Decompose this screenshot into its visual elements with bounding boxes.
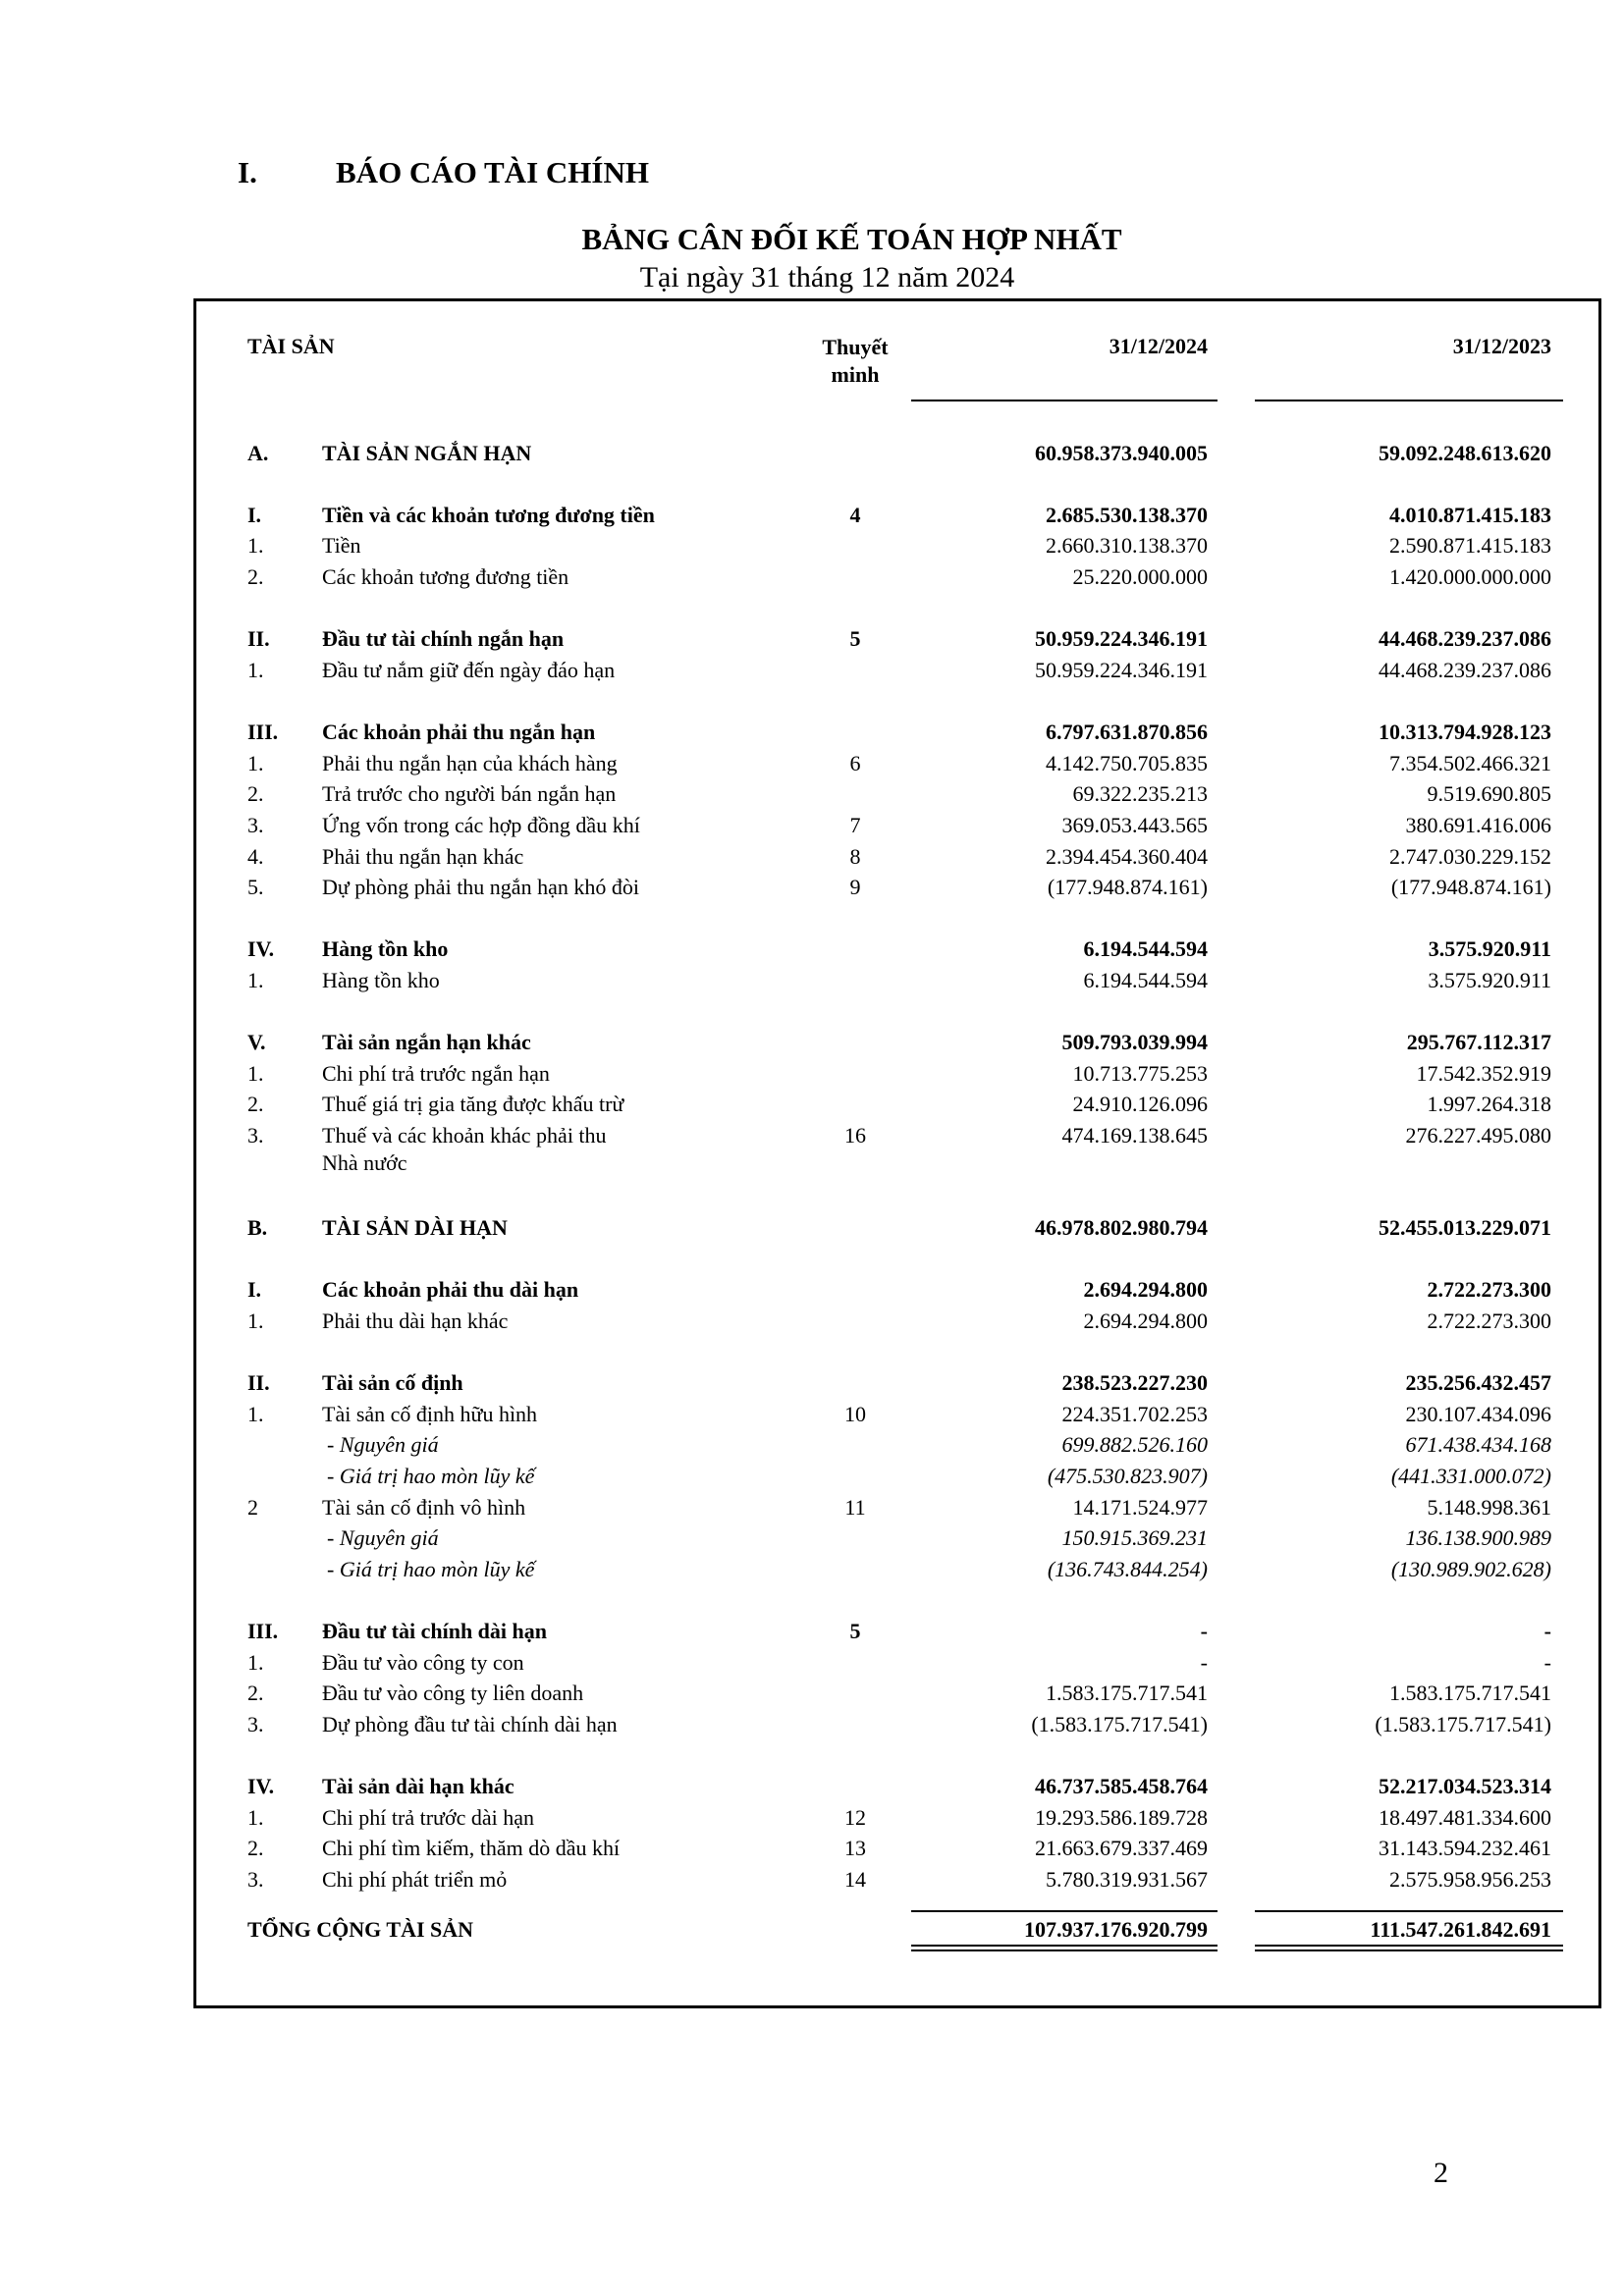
row-value-2024: 10.713.775.253 (1072, 1061, 1208, 1086)
table-row (0, 1772, 1624, 1801)
total-label: TỔNG CỘNG TÀI SẢN (247, 1917, 474, 1942)
table-row (0, 873, 1624, 902)
total-double-rule-2023-a (1255, 1945, 1563, 1947)
row-note: 5 (849, 1619, 861, 1643)
table-row (0, 718, 1624, 747)
table-row (0, 1710, 1624, 1739)
row-value-2024: 24.910.126.096 (1072, 1092, 1208, 1116)
table-row (0, 1307, 1624, 1336)
row-value-2024: 2.694.294.800 (1083, 1308, 1208, 1333)
table-row (0, 1617, 1624, 1646)
row-value-2023: 1.583.175.717.541 (1389, 1681, 1551, 1705)
row-value-2023: 18.497.481.334.600 (1379, 1805, 1551, 1830)
table-row (0, 1400, 1624, 1429)
section-number: I. (238, 155, 257, 189)
table-row (0, 1834, 1624, 1863)
row-value-2023: - (1543, 1619, 1551, 1643)
row-code: 2. (247, 1681, 264, 1705)
row-code: III. (247, 720, 279, 744)
row-value-2024: 19.293.586.189.728 (1035, 1805, 1208, 1830)
row-value-2024: 14.171.524.977 (1072, 1495, 1208, 1520)
row-value-2024: 238.523.227.230 (1061, 1370, 1208, 1395)
row-note: 9 (849, 875, 861, 899)
row-label: Đầu tư vào công ty con (322, 1650, 524, 1675)
row-label: - Nguyên giá (327, 1432, 439, 1457)
row-label-continued: Nhà nước (322, 1150, 407, 1175)
row-value-2023: 2.747.030.229.152 (1389, 844, 1551, 869)
page-number: 2 (1434, 2157, 1448, 2189)
row-value-2023: 295.767.112.317 (1406, 1030, 1551, 1054)
row-value-2024: 6.797.631.870.856 (1046, 720, 1208, 744)
row-value-2024: 21.663.679.337.469 (1035, 1836, 1208, 1860)
row-value-2024: 1.583.175.717.541 (1046, 1681, 1208, 1705)
header-underline-2023 (1255, 400, 1563, 401)
row-value-2023: 44.468.239.237.086 (1379, 626, 1551, 651)
row-label: Trả trước cho người bán ngắn hạn (322, 781, 617, 806)
row-code: I. (247, 1277, 262, 1302)
row-value-2024: 6.194.544.594 (1083, 968, 1208, 992)
document-title: BẢNG CÂN ĐỐI KẾ TOÁN HỢP NHẤT (581, 222, 1122, 256)
table-row (0, 1028, 1624, 1057)
row-label: Chi phí tìm kiếm, thăm dò dầu khí (322, 1836, 621, 1860)
row-code: 2. (247, 1092, 264, 1116)
row-value-2024: (1.583.175.717.541) (1031, 1712, 1208, 1736)
table-row (0, 1555, 1624, 1584)
section-title: BÁO CÁO TÀI CHÍNH (336, 155, 649, 189)
row-value-2023: 2.575.958.956.253 (1389, 1867, 1551, 1892)
row-value-2024: 50.959.224.346.191 (1035, 626, 1208, 651)
table-row (0, 1462, 1624, 1491)
row-code: 1. (247, 1402, 264, 1426)
row-value-2023: 276.227.495.080 (1405, 1123, 1551, 1148)
row-value-2024: 2.394.454.360.404 (1046, 844, 1208, 869)
row-value-2024: (475.530.823.907) (1047, 1464, 1208, 1488)
row-value-2024: 474.169.138.645 (1061, 1123, 1208, 1148)
row-code: IV. (247, 936, 275, 961)
row-label: Đầu tư tài chính ngắn hạn (322, 626, 565, 651)
row-value-2024: 25.220.000.000 (1072, 564, 1208, 589)
table-row (0, 1803, 1624, 1833)
row-label: Tài sản cố định hữu hình (322, 1402, 538, 1426)
table-row (0, 811, 1624, 840)
row-label: Các khoản phải thu dài hạn (322, 1277, 579, 1302)
row-label: Dự phòng phải thu ngắn hạn khó đòi (322, 875, 639, 899)
table-row (0, 1090, 1624, 1119)
row-value-2023: 4.010.871.415.183 (1389, 503, 1551, 527)
row-label: Các khoản phải thu ngắn hạn (322, 720, 596, 744)
row-label: Tài sản cố định vô hình (322, 1495, 526, 1520)
row-label: Chi phí trả trước dài hạn (322, 1805, 535, 1830)
total-double-rule-2024-a (911, 1945, 1218, 1947)
row-label: - Giá trị hao mòn lũy kế (327, 1464, 535, 1488)
row-code: 1. (247, 533, 264, 558)
row-note: 6 (849, 751, 861, 775)
row-code: 3. (247, 1123, 264, 1148)
header-note-line2: minh (831, 362, 880, 387)
row-label: Tiền và các khoản tương đương tiền (322, 503, 655, 527)
row-value-2023: 671.438.434.168 (1405, 1432, 1551, 1457)
table-row (0, 1121, 1624, 1175)
row-value-2023: 380.691.416.006 (1405, 813, 1551, 837)
row-label: Phải thu ngắn hạn khác (322, 844, 524, 869)
row-value-2023: 9.519.690.805 (1427, 781, 1551, 806)
row-value-2023: 44.468.239.237.086 (1379, 658, 1551, 682)
section-heading (238, 155, 649, 190)
row-value-2023: 5.148.998.361 (1427, 1495, 1551, 1520)
row-label: Phải thu dài hạn khác (322, 1308, 509, 1333)
table-row (0, 656, 1624, 685)
row-value-2023: (130.989.902.628) (1390, 1557, 1551, 1581)
row-value-2023: (1.583.175.717.541) (1375, 1712, 1551, 1736)
table-row (0, 501, 1624, 530)
total-value-2023: 111.547.261.842.691 (1370, 1917, 1551, 1942)
row-value-2024: 69.322.235.213 (1072, 781, 1208, 806)
row-code: II. (247, 626, 270, 651)
row-code: 1. (247, 1650, 264, 1675)
row-value-2023: 31.143.594.232.461 (1379, 1836, 1551, 1860)
row-code: 5. (247, 875, 264, 899)
table-row (0, 842, 1624, 872)
row-value-2023: 230.107.434.096 (1405, 1402, 1551, 1426)
row-value-2024: (136.743.844.254) (1047, 1557, 1208, 1581)
row-value-2023: 17.542.352.919 (1416, 1061, 1551, 1086)
table-row (0, 1648, 1624, 1678)
row-value-2024: - (1200, 1619, 1208, 1643)
row-value-2023: 1.420.000.000.000 (1389, 564, 1551, 589)
row-value-2023: (441.331.000.072) (1390, 1464, 1551, 1488)
row-value-2024: 509.793.039.994 (1061, 1030, 1208, 1054)
row-value-2024: 2.660.310.138.370 (1046, 533, 1208, 558)
row-code: 1. (247, 1308, 264, 1333)
row-note: 8 (849, 844, 861, 869)
header-col-2023: 31/12/2023 (1452, 334, 1551, 358)
total-value-2024: 107.937.176.920.799 (1024, 1917, 1208, 1942)
row-code: A. (247, 441, 269, 465)
row-label: - Giá trị hao mòn lũy kế (327, 1557, 535, 1581)
table-row (0, 1368, 1624, 1398)
row-value-2023: 235.256.432.457 (1405, 1370, 1551, 1395)
table-row (0, 1213, 1624, 1243)
row-value-2023: - (1543, 1650, 1551, 1675)
row-value-2023: 1.997.264.318 (1427, 1092, 1551, 1116)
row-label: Chi phí phát triển mỏ (322, 1867, 508, 1892)
row-note: 5 (849, 626, 861, 651)
row-value-2023: 7.354.502.466.321 (1389, 751, 1551, 775)
table-row (0, 624, 1624, 654)
row-code: 2. (247, 564, 264, 589)
row-label: Thuế và các khoản khác phải thu (322, 1123, 607, 1148)
table-row (0, 1865, 1624, 1895)
row-value-2024: 46.978.802.980.794 (1035, 1215, 1208, 1240)
row-code: 1. (247, 1805, 264, 1830)
row-value-2023: 3.575.920.911 (1428, 968, 1551, 992)
row-label: Dự phòng đầu tư tài chính dài hạn (322, 1712, 618, 1736)
table-row (0, 1275, 1624, 1305)
row-code: 3. (247, 813, 264, 837)
row-code: III. (247, 1619, 279, 1643)
row-value-2024: 150.915.369.231 (1061, 1525, 1208, 1550)
row-note: 12 (844, 1805, 866, 1830)
table-row (0, 1493, 1624, 1522)
row-value-2023: 136.138.900.989 (1405, 1525, 1551, 1550)
row-note: 10 (844, 1402, 866, 1426)
row-code: 1. (247, 751, 264, 775)
total-double-rule-2024-b (911, 1949, 1218, 1951)
table-row (0, 779, 1624, 809)
row-label: Đầu tư vào công ty liên doanh (322, 1681, 584, 1705)
row-label: - Nguyên giá (327, 1525, 439, 1550)
row-value-2024: 2.694.294.800 (1083, 1277, 1208, 1302)
row-note: 13 (844, 1836, 866, 1860)
row-code: 1. (247, 658, 264, 682)
table-row (0, 749, 1624, 778)
row-label: Đầu tư tài chính dài hạn (322, 1619, 547, 1643)
row-code: II. (247, 1370, 270, 1395)
row-label: Tài sản ngắn hạn khác (322, 1030, 531, 1054)
row-code: 2. (247, 781, 264, 806)
row-note: 14 (844, 1867, 866, 1892)
header-underline-2024 (911, 400, 1218, 401)
row-note: 7 (849, 813, 861, 837)
total-double-rule-2023-b (1255, 1949, 1563, 1951)
row-label: Hàng tồn kho (322, 968, 440, 992)
table-row (0, 562, 1624, 592)
row-value-2024: 4.142.750.705.835 (1046, 751, 1208, 775)
header-col-2024: 31/12/2024 (1109, 334, 1208, 358)
row-code: 2. (247, 1836, 264, 1860)
row-value-2023: 2.722.273.300 (1427, 1308, 1551, 1333)
row-value-2023: 3.575.920.911 (1428, 936, 1551, 961)
document-subtitle: Tại ngày 31 tháng 12 năm 2024 (639, 261, 1015, 294)
row-value-2023: 10.313.794.928.123 (1379, 720, 1551, 744)
row-code: 3. (247, 1712, 264, 1736)
row-value-2024: 2.685.530.138.370 (1046, 503, 1208, 527)
row-code: I. (247, 503, 262, 527)
row-code: 1. (247, 1061, 264, 1086)
row-value-2024: 60.958.373.940.005 (1035, 441, 1208, 465)
row-label: Phải thu ngắn hạn của khách hàng (322, 751, 618, 775)
row-value-2023: 59.092.248.613.620 (1379, 441, 1551, 465)
table-row (0, 1523, 1624, 1553)
row-label: TÀI SẢN NGẮN HẠN (322, 441, 532, 465)
row-value-2024: - (1200, 1650, 1208, 1675)
row-value-2023: 52.455.013.229.071 (1379, 1215, 1551, 1240)
row-label: Đầu tư nắm giữ đến ngày đáo hạn (322, 658, 616, 682)
row-label: Ứng vốn trong các hợp đồng dầu khí (322, 813, 640, 837)
row-value-2023: (177.948.874.161) (1390, 875, 1551, 899)
row-label: Tài sản dài hạn khác (322, 1774, 514, 1798)
row-label: Hàng tồn kho (322, 936, 449, 961)
header-note-line1: Thuyết (822, 335, 889, 359)
row-value-2024: 369.053.443.565 (1061, 813, 1208, 837)
row-label: TÀI SẢN DÀI HẠN (322, 1215, 508, 1240)
table-row (0, 531, 1624, 561)
row-label: Tiền (322, 533, 361, 558)
row-value-2023: 2.722.273.300 (1427, 1277, 1551, 1302)
row-value-2024: 5.780.319.931.567 (1046, 1867, 1208, 1892)
row-note: 4 (849, 503, 861, 527)
table-row (0, 1679, 1624, 1708)
row-label: Chi phí trả trước ngắn hạn (322, 1061, 550, 1086)
row-note: 16 (844, 1123, 866, 1148)
row-value-2024: 46.737.585.458.764 (1035, 1774, 1208, 1798)
row-value-2024: 6.194.544.594 (1083, 936, 1208, 961)
row-value-2024: 50.959.224.346.191 (1035, 658, 1208, 682)
row-code: B. (247, 1215, 268, 1240)
table-row (0, 966, 1624, 995)
table-row (0, 1059, 1624, 1089)
table-row (0, 1430, 1624, 1460)
row-label: Tài sản cố định (322, 1370, 463, 1395)
total-top-rule-2023 (1255, 1910, 1563, 1912)
row-code: IV. (247, 1774, 275, 1798)
total-row (0, 1915, 1624, 1945)
row-value-2023: 52.217.034.523.314 (1379, 1774, 1551, 1798)
row-code: 4. (247, 844, 264, 869)
total-top-rule-2024 (911, 1910, 1218, 1912)
row-label: Thuế giá trị gia tăng được khấu trừ (322, 1092, 624, 1116)
table-row (0, 439, 1624, 468)
table-row (0, 934, 1624, 964)
header-note-label (801, 334, 909, 389)
row-label: Các khoản tương đương tiền (322, 564, 569, 589)
row-value-2024: 699.882.526.160 (1061, 1432, 1208, 1457)
row-code: 2 (247, 1495, 258, 1520)
row-code: 3. (247, 1867, 264, 1892)
row-value-2023: 2.590.871.415.183 (1389, 533, 1551, 558)
row-code: V. (247, 1030, 266, 1054)
row-value-2024: 224.351.702.253 (1061, 1402, 1208, 1426)
row-note: 11 (844, 1495, 866, 1520)
row-code: 1. (247, 968, 264, 992)
header-assets-label: TÀI SẢN (247, 334, 335, 358)
row-value-2024: (177.948.874.161) (1047, 875, 1208, 899)
